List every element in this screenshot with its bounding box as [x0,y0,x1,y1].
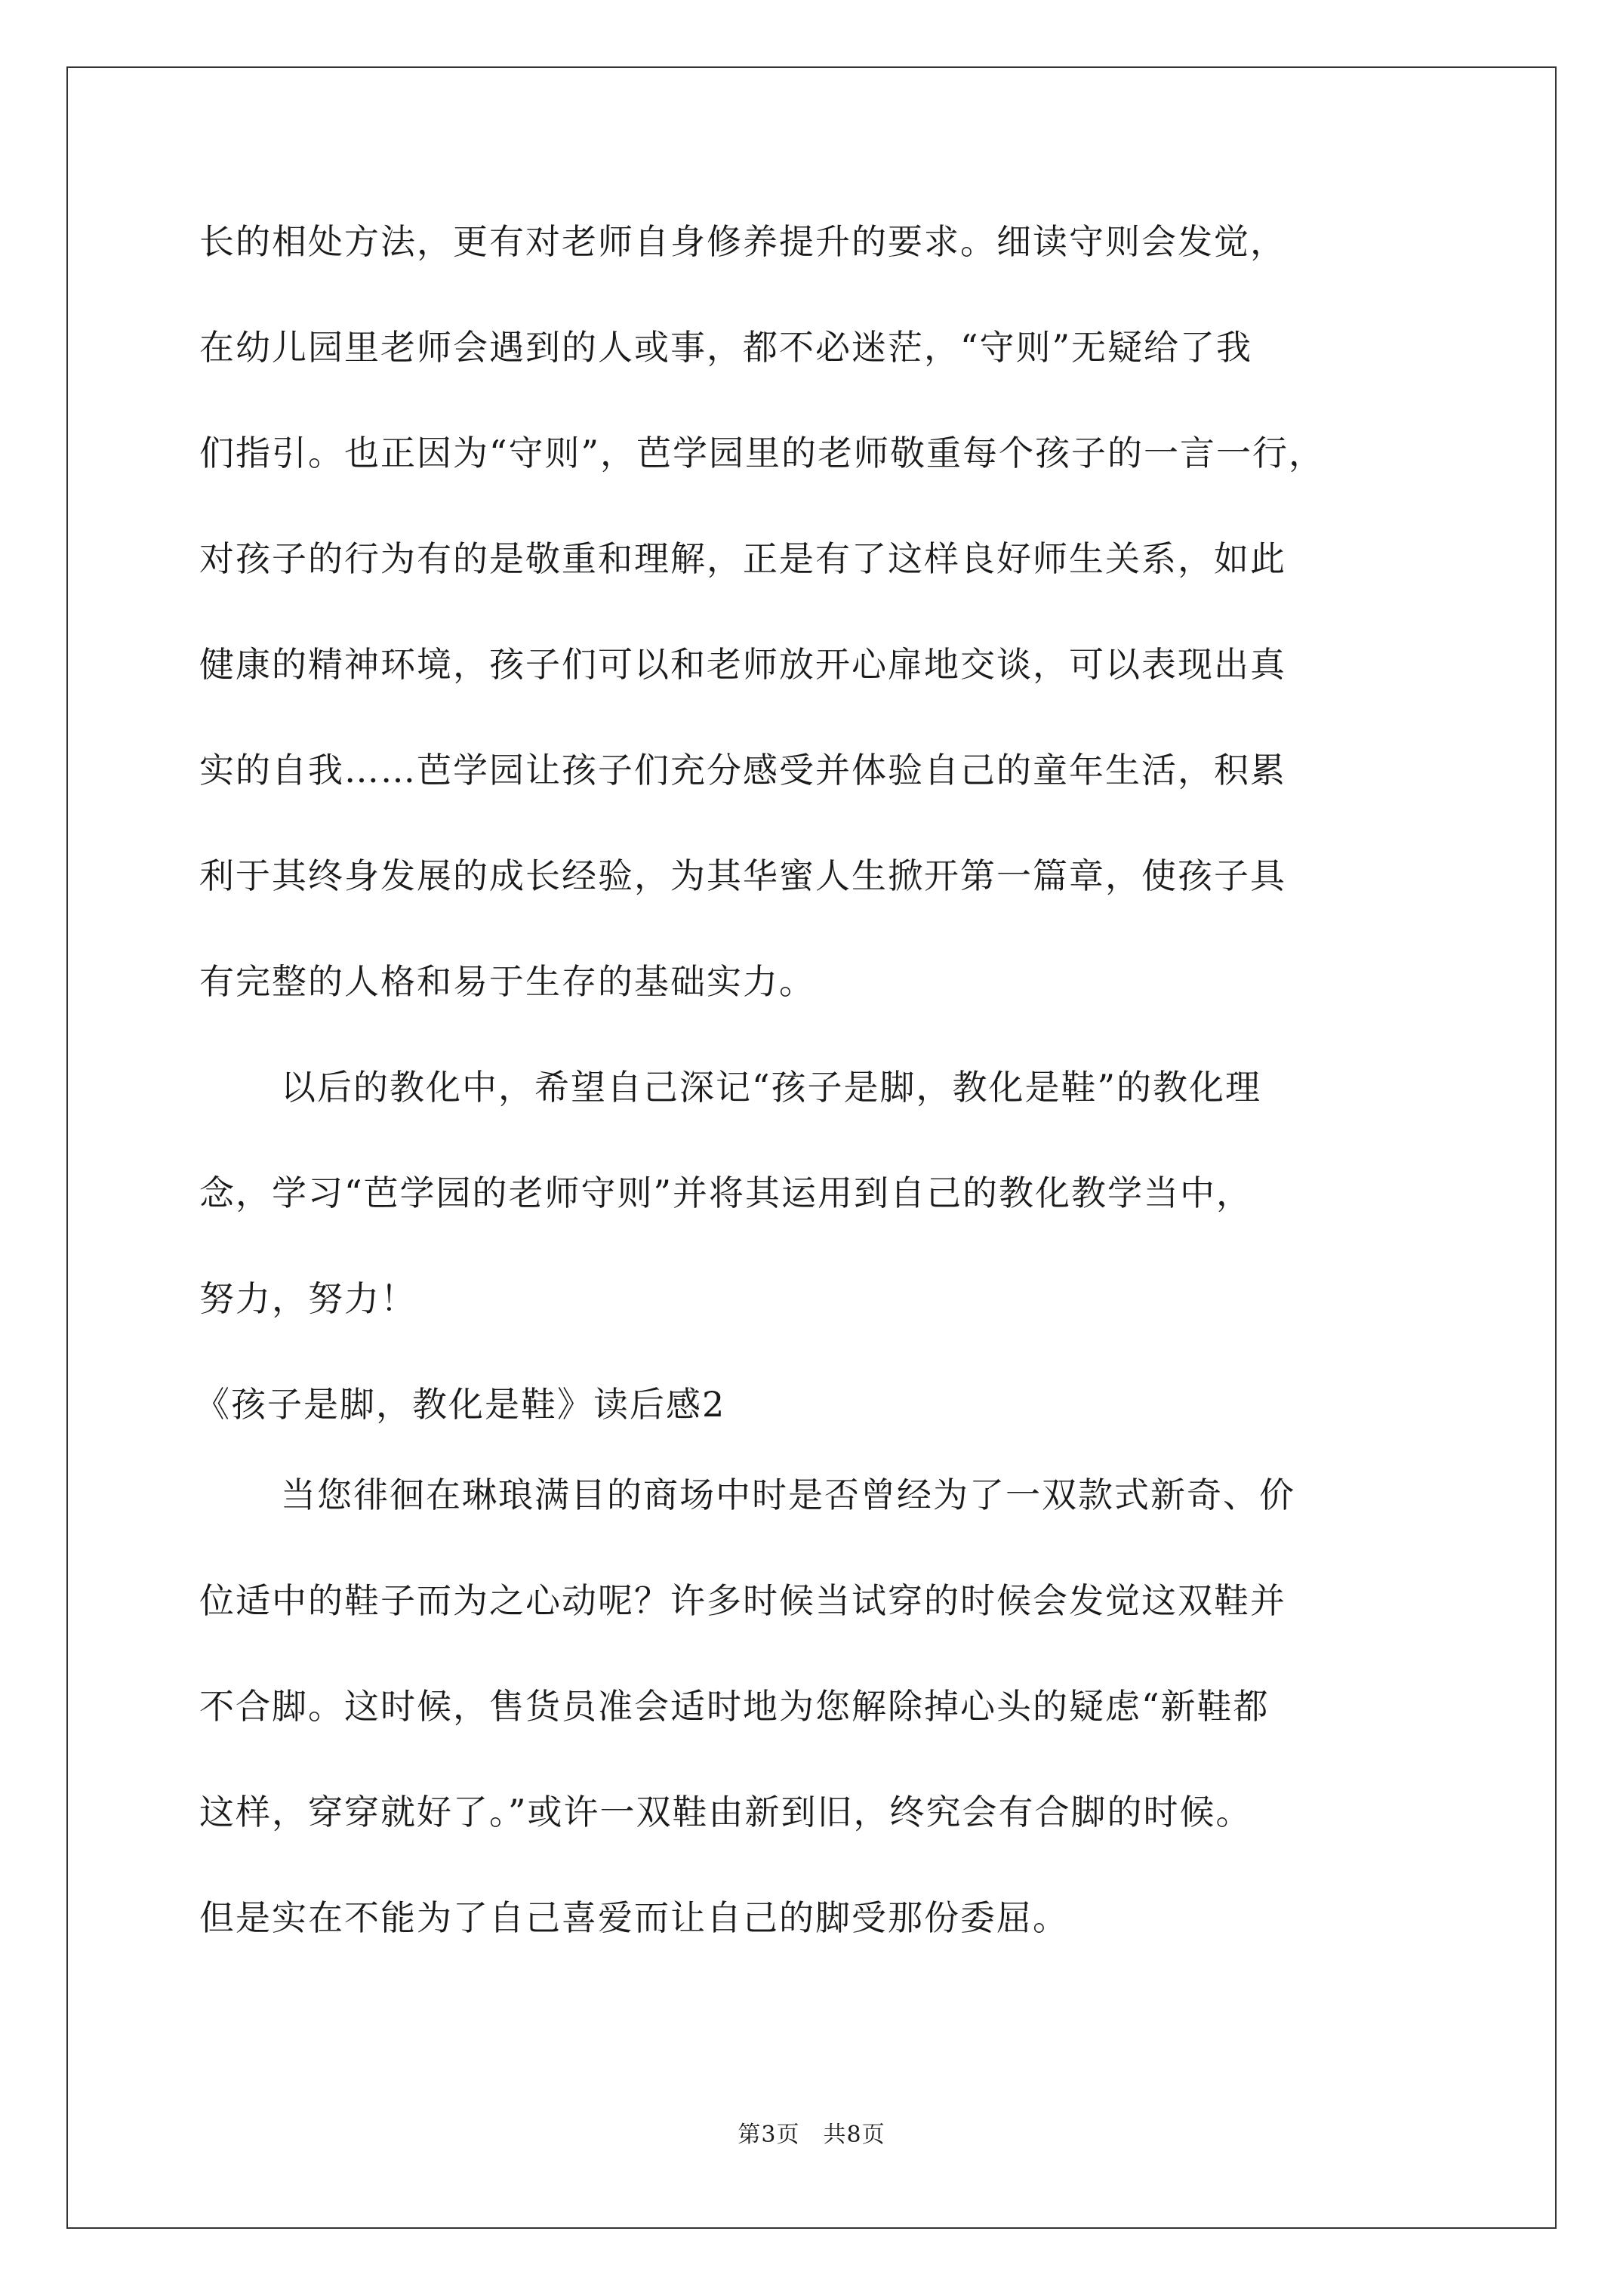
text-line: 长的相处方法，更有对老师自身修养提升的要求。细读守则会发觉， [199,221,1286,262]
text-line: 实的自我……芭学园让孩子们充分感受并体验自己的童年生活，积累 [199,750,1286,791]
text-line: 不合脚。这时候，售货员准会适时地为您解除掉心头的疑虑“新鞋都 [199,1686,1270,1727]
text-line: 们指引。也正因为“守则”，芭学园里的老师敬重每个孩子的一言一行， [199,433,1326,473]
section-heading: 《孩子是脚，教化是鞋》读后感2 [195,1384,726,1425]
text-line: 在幼儿园里老师会遇到的人或事，都不必迷茫，“守则”无疑给了我 [199,327,1253,368]
text-line: 位适中的鞋子而为之心动呢？许多时候当试穿的时候会发觉这双鞋并 [199,1580,1286,1621]
paragraph-1 [199,204,1437,1049]
page-number-footer: 第3页 共8页 [738,2122,885,2148]
document-body [195,204,1437,1986]
text-line: 利于其终身发展的成长经验，为其华蜜人生掀开第一篇章，使孩子具 [199,855,1286,896]
text-line: 念，学习“芭学园的老师守则”并将其运用到自己的教化教学当中， [199,1173,1253,1213]
text-line: 但是实在不能为了自己喜爱而让自己的脚受那份委屈。 [199,1897,1069,1938]
paragraph-2 [199,1049,1437,1367]
text-line: 有完整的人格和易于生存的基础实力。 [199,961,815,1002]
text-line: 健康的精神环境，孩子们可以和老师放开心扉地交谈，可以表现出真 [199,644,1286,685]
text-line: 以后的教化中，希望自己深记“孩子是脚，教化是鞋”的教化理 [281,1067,1262,1108]
text-line: 这样，穿穿就好了。”或许一双鞋由新到旧，终究会有合脚的时候。 [199,1792,1252,1832]
paragraph-3 [199,1457,1437,1986]
text-line: 当您徘徊在琳琅满目的商场中时是否曾经为了一双款式新奇、价 [281,1475,1295,1515]
text-line: 对孩子的行为有的是敬重和理解，正是有了这样良好师生关系，如此 [199,538,1286,579]
text-line: 努力，努力！ [199,1278,417,1319]
